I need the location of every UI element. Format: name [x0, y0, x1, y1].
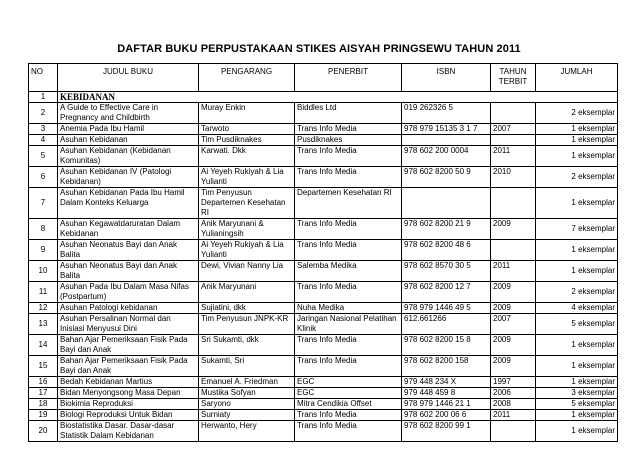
header-no: NO	[29, 64, 58, 92]
cell-judul: Asuhan Kebidanan Pada Ibu Hamil Dalam Konteks Keluarga	[58, 188, 199, 219]
cell-isbn: 979 448 459 8	[402, 388, 491, 399]
cell-isbn: 612.661266	[402, 314, 491, 335]
header-judul: JUDUL BUKU	[58, 64, 199, 92]
cell-pengarang: Sri Sukamti, dkk	[199, 335, 295, 356]
cell-jumlah: 1 eksemplar	[536, 421, 618, 442]
cell-penerbit: Trans Info Media	[295, 167, 402, 188]
cell-pengarang: Sukamti, Sri	[199, 356, 295, 377]
cell-no: 19	[29, 410, 58, 421]
cell-jumlah: 2 eksemplar	[536, 167, 618, 188]
cell-tahun	[491, 421, 536, 442]
cell-penerbit: Trans Info Media	[295, 240, 402, 261]
cell-jumlah: 3 eksemplar	[536, 388, 618, 399]
table-row	[29, 399, 618, 410]
cell-jumlah: 1 eksemplar	[536, 188, 618, 219]
cell-isbn: 978 602 8200 158	[402, 356, 491, 377]
cell-pengarang: Karwati. Dkk	[199, 146, 295, 167]
cell-pengarang: Tim Pusdiknakes	[199, 135, 295, 146]
cell-jumlah: 4 eksemplar	[536, 303, 618, 314]
cell-tahun	[491, 103, 536, 124]
cell-tahun: 2009	[491, 335, 536, 356]
cell-isbn: 978 602 8200 21 9	[402, 219, 491, 240]
cell-pengarang: Anik Maryunani	[199, 282, 295, 303]
cell-tahun: 2008	[491, 399, 536, 410]
cell-tahun: 2011	[491, 410, 536, 421]
cell-no: 12	[29, 303, 58, 314]
cell-penerbit: Salemba Medika	[295, 261, 402, 282]
header-isbn: ISBN	[402, 64, 491, 92]
cell-no: 20	[29, 421, 58, 442]
table-row	[29, 335, 618, 356]
table-row	[29, 146, 618, 167]
cell-jumlah: 1 eksemplar	[536, 410, 618, 421]
cell-penerbit: Jaringan Nasional Pelatihan Klinik	[295, 314, 402, 335]
cell-isbn: 978 602 8570 30 5	[402, 261, 491, 282]
cell-pengarang: Saryono	[199, 399, 295, 410]
cell-tahun	[491, 188, 536, 219]
cell-isbn: 978 602 200 0004	[402, 146, 491, 167]
cell-jumlah: 1 eksemplar	[536, 356, 618, 377]
table-row	[29, 303, 618, 314]
table-row	[29, 356, 618, 377]
cell-no: 4	[29, 135, 58, 146]
cell-jumlah: 1 eksemplar	[536, 135, 618, 146]
cell-pengarang: Anik Maryunani & Yulianingsih	[199, 219, 295, 240]
cell-no: 5	[29, 146, 58, 167]
cell-no: 15	[29, 356, 58, 377]
cell-jumlah: 5 eksemplar	[536, 314, 618, 335]
table-row	[29, 135, 618, 146]
table-row	[29, 314, 618, 335]
cell-penerbit: Departemen Kesehatan RI	[295, 188, 402, 219]
cell-pengarang: Herwanto, Hery	[199, 421, 295, 442]
table-row	[29, 388, 618, 399]
cell-penerbit: EGC	[295, 377, 402, 388]
cell-isbn	[402, 188, 491, 219]
cell-no: 16	[29, 377, 58, 388]
table-row	[29, 124, 618, 135]
cell-judul: Asuhan Neonatus Bayi dan Anak Balita	[58, 261, 199, 282]
cell-isbn: 978 602 8200 15 8	[402, 335, 491, 356]
cell-tahun: 2011	[491, 146, 536, 167]
cell-judul: Asuhan Pada Ibu Dalam Masa Nifas (Postpartum)	[58, 282, 199, 303]
cell-tahun	[491, 135, 536, 146]
cell-no: 14	[29, 335, 58, 356]
cell-judul: Asuhan Neonatus Bayi dan Anak Balita	[58, 240, 199, 261]
cell-no: 10	[29, 261, 58, 282]
cell-jumlah: 2 eksemplar	[536, 282, 618, 303]
cell-penerbit: Biddles Ltd	[295, 103, 402, 124]
section-no: 1	[29, 92, 58, 103]
cell-isbn: 978 602 8200 99 1	[402, 421, 491, 442]
cell-jumlah: 2 eksemplar	[536, 103, 618, 124]
cell-pengarang: Sujiatini, dkk	[199, 303, 295, 314]
cell-judul: Bidan Menyongsong Masa Depan	[58, 388, 199, 399]
table-row	[29, 219, 618, 240]
cell-pengarang: Ai Yeyeh Rukiyah & Lia Yulianti	[199, 240, 295, 261]
cell-no: 9	[29, 240, 58, 261]
cell-isbn: 978 602 8200 50 9	[402, 167, 491, 188]
header-pengarang: PENGARANG	[199, 64, 295, 92]
section-name: KEBIDANAN	[58, 92, 618, 103]
cell-jumlah: 5 eksemplar	[536, 399, 618, 410]
cell-judul: Anemia Pada Ibu Hamil	[58, 124, 199, 135]
cell-no: 18	[29, 399, 58, 410]
cell-judul: Asuhan Kebidanan (Kebidanan Komunitas)	[58, 146, 199, 167]
cell-judul: Asuhan Kebidanan	[58, 135, 199, 146]
cell-isbn: 019 262326 5	[402, 103, 491, 124]
cell-pengarang: Emanuel A. Friedman	[199, 377, 295, 388]
cell-judul: Asuhan Persalinan Normal dan Inisiasi Menyusui Dini	[58, 314, 199, 335]
cell-isbn: 978 602 200 06 6	[402, 410, 491, 421]
cell-judul: Biostatistika Dasar. Dasar-dasar Statistik Dalam Kebidanan	[58, 421, 199, 442]
table-row	[29, 377, 618, 388]
cell-penerbit: Pusdiknakes	[295, 135, 402, 146]
cell-jumlah: 1 eksemplar	[536, 240, 618, 261]
cell-isbn: 978 602 8200 48 6	[402, 240, 491, 261]
cell-tahun: 2010	[491, 167, 536, 188]
cell-pengarang: Muray Enkin	[199, 103, 295, 124]
cell-pengarang: Tim Penyusun JNPK-KR	[199, 314, 295, 335]
table-row	[29, 240, 618, 261]
cell-no: 8	[29, 219, 58, 240]
table-row	[29, 188, 618, 219]
header-row	[29, 64, 618, 92]
cell-isbn: 979 448 234 X	[402, 377, 491, 388]
cell-no: 11	[29, 282, 58, 303]
cell-penerbit: Trans Info Media	[295, 410, 402, 421]
cell-judul: Bahan Ajar Pemeriksaan Fisik Pada Bayi dan Anak	[58, 356, 199, 377]
cell-isbn: 978 979 1446 49 5	[402, 303, 491, 314]
cell-penerbit: Trans Info Media	[295, 356, 402, 377]
cell-isbn: 978 979 1446 21 1	[402, 399, 491, 410]
cell-judul: Bedah Kebidanan Martius	[58, 377, 199, 388]
cell-judul: Asuhan Patologi kebidanan	[58, 303, 199, 314]
cell-judul: Bahan Ajar Pemeriksaan Fisik Pada Bayi dan Anak	[58, 335, 199, 356]
cell-tahun: 2009	[491, 282, 536, 303]
cell-penerbit: Trans Info Media	[295, 146, 402, 167]
cell-penerbit: Trans Info Media	[295, 421, 402, 442]
cell-penerbit: Mitra Cendikia Offset	[295, 399, 402, 410]
table-row	[29, 410, 618, 421]
cell-tahun: 2007	[491, 314, 536, 335]
cell-penerbit: Trans Info Media	[295, 219, 402, 240]
cell-jumlah: 1 eksemplar	[536, 124, 618, 135]
cell-penerbit: Trans Info Media	[295, 335, 402, 356]
cell-judul: Asuhan Kegawatdaruratan Dalam Kebidanan	[58, 219, 199, 240]
cell-pengarang: Mustika Sofyan	[199, 388, 295, 399]
cell-isbn	[402, 135, 491, 146]
table-row	[29, 167, 618, 188]
cell-pengarang: Tarwoto	[199, 124, 295, 135]
page-title: DAFTAR BUKU PERPUSTAKAAN STIKES AISYAH PRINGSEWU TAHUN 2011	[117, 43, 521, 55]
cell-penerbit: Nuha Medika	[295, 303, 402, 314]
header-tahun: TAHUN TERBIT	[491, 64, 536, 92]
cell-penerbit: Trans Info Media	[295, 282, 402, 303]
header-penerbit: PENERBIT	[295, 64, 402, 92]
cell-pengarang: Surniaty	[199, 410, 295, 421]
cell-pengarang: Tim Penyusun Departemen Kesehatan RI	[199, 188, 295, 219]
table-row	[29, 103, 618, 124]
cell-no: 6	[29, 167, 58, 188]
cell-tahun: 1997	[491, 377, 536, 388]
header-jumlah: JUMLAH	[536, 64, 618, 92]
table-row	[29, 421, 618, 442]
cell-tahun: 2006	[491, 388, 536, 399]
cell-jumlah: 1 eksemplar	[536, 335, 618, 356]
table-row	[29, 282, 618, 303]
cell-judul: Biokimia Reproduksi	[58, 399, 199, 410]
cell-tahun	[491, 240, 536, 261]
cell-no: 13	[29, 314, 58, 335]
section-row	[29, 92, 618, 103]
cell-tahun: 2007	[491, 124, 536, 135]
cell-penerbit: Trans Info Media	[295, 124, 402, 135]
cell-tahun: 2011	[491, 261, 536, 282]
cell-jumlah: 7 eksemplar	[536, 219, 618, 240]
cell-isbn: 978 602 8200 12 7	[402, 282, 491, 303]
cell-no: 7	[29, 188, 58, 219]
cell-tahun: 2009	[491, 219, 536, 240]
cell-no: 17	[29, 388, 58, 399]
cell-pengarang: Dewi, Vivian Nanny Lia	[199, 261, 295, 282]
cell-tahun: 2009	[491, 303, 536, 314]
cell-pengarang: Ai Yeyeh Rukiyah & Lia Yulianti	[199, 167, 295, 188]
cell-penerbit: EGC	[295, 388, 402, 399]
book-table	[28, 63, 618, 442]
cell-isbn: 978 979 15135 3 1 7	[402, 124, 491, 135]
table-row	[29, 261, 618, 282]
cell-tahun: 2009	[491, 356, 536, 377]
cell-judul: A Guide to Effective Care in Pregnancy and Childbirth	[58, 103, 199, 124]
cell-jumlah: 1 eksemplar	[536, 377, 618, 388]
cell-judul: Biologi Reproduksi Untuk Bidan	[58, 410, 199, 421]
cell-no: 3	[29, 124, 58, 135]
cell-jumlah: 1 eksemplar	[536, 261, 618, 282]
cell-judul: Asuhan Kebidanan IV (Patologi Kebidanan)	[58, 167, 199, 188]
cell-jumlah: 1 eksemplar	[536, 146, 618, 167]
cell-no: 2	[29, 103, 58, 124]
